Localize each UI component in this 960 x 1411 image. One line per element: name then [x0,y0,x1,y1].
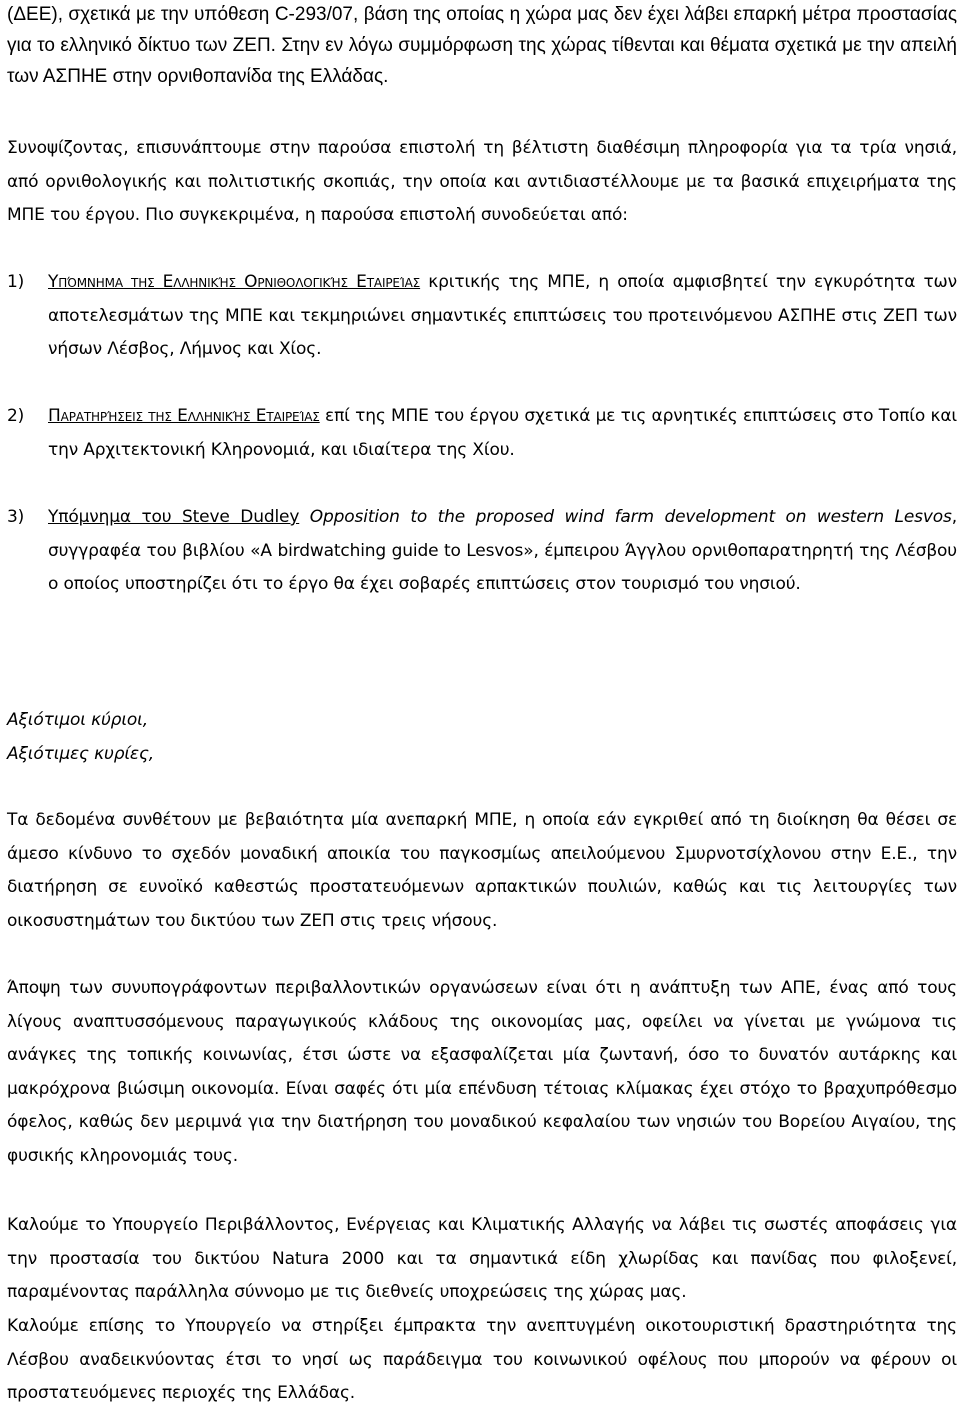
intro-paragraph [7,0,957,92]
attachment-body [48,501,957,602]
attachment-title: Opposition to the proposed wind farm development on western Lesvos [309,507,952,527]
attachment-text: , συγγραφέα του βιβλίου «A birdwatching guide to Lesvos», έμπειρου Άγγλου ορνιθοπαρατηρητή της Λέσβου ο οποίος υποστηρίζει ότι το έργο θα έχει σοβαρές επιπτώσεις στον τουρισμό του νησιού. [48,507,957,594]
attachment-text: επί της ΜΠΕ του έργου σχετικά με τις αρνητικές επιπτώσεις στο Τοπίο και την Αρχιτεκτονική Κληρονομιά, και ιδιαίτερα της Χίου. [48,406,957,460]
attachment-body [48,266,957,367]
attachment-item-3 [7,501,957,602]
body-paragraph-1 [7,804,957,938]
attachment-number: 3) [7,507,25,527]
paragraph-text: Καλούμε το Υπουργείο Περιβάλλοντος, Ενέργειας και Κλιματικής Αλλαγής να λάβει τις σωστές αποφάσεις για την προστασία του δικτύου Natura 2000 και τα σημαντικά είδη χλωρίδας και πανίδας που φιλοξενεί, παραμένοντας παράλληλα σύννομο με τις διεθνείς υποχρεώσεις της χώρας μας. [7,1215,957,1302]
paragraph-text: Καλούμε επίσης το Υπουργείο να στηρίξει έμπρακτα την ανεπτυγμένη οικοτουριστική δραστηριότητα της Λέσβου αναδεικνύοντας έτσι το νησί ως παράδειγμα του κοινωνικού οφέλους που μπορούν να φέρουν οι προστατευόμενες περιοχές της Ελλάδας. [7,1316,957,1403]
attachment-link[interactable]: Υπόμνημα της Ελληνικής Ορνιθολογικής Εταιρείας [48,272,421,292]
attachment-link[interactable]: Υπόμνημα του Steve Dudley [48,507,300,527]
summary-text: Συνοψίζοντας, επισυνάπτουμε στην παρούσα επιστολή τη βέλτιστη διαθέσιμη πληροφορία για τα τρία νησιά, από ορνιθολογικής και πολιτιστικής σκοπιάς, την οποία και αντιδιαστέλλουμε με τα βασικά επιχειρήματα της ΜΠΕ του έργου. Πιο συγκεκριμένα, η παρούσα επιστολή συνοδεύεται από: [7,138,957,225]
salutation-line-1: Αξιότιμοι κύριοι, [7,710,149,730]
attachment-link[interactable]: Παρατηρήσεις της Ελληνικής Εταιρείας [48,406,320,426]
attachment-body [48,400,957,467]
body-paragraph-4 [7,1310,957,1411]
paragraph-text: Τα δεδομένα συνθέτουν με βεβαιότητα μία ανεπαρκή ΜΠΕ, η οποία εάν εγκριθεί από τη διοίκηση θα θέσει σε άμεσο κίνδυνο το σχεδόν μοναδική αποικία του παγκοσμίως απειλούμενου Σμυρνοτσίχλονου στην Ε.Ε., την διατήρηση σε ευνοϊκό καθεστώς προστατευόμενων αρπακτικών πουλιών, καθώς και τις λειτουργίες των οικοσυστημάτων του δικτύου των ΖΕΠ στις τρεις νήσους. [7,810,957,931]
intro-text: (ΔΕΕ), σχετικά με την υπόθεση C-293/07, βάση της οποίας η χώρα μας δεν έχει λάβει επαρκή μέτρα προστασίας για το ελληνικό δίκτυο των ΖΕΠ. Στην εν λόγω συμμόρφωση της χώρας τίθενται και θέματα σχετικά με την απειλή των ΑΣΠΗΕ στην ορνιθοπανίδα της Ελλάδας. [7,4,957,87]
body-paragraph-3 [7,1209,957,1310]
salutation [7,704,957,771]
salutation-line-2: Αξιότιμες κυρίες, [7,743,155,764]
attachment-number: 1) [7,272,25,292]
attachment-number: 2) [7,406,25,426]
summary-paragraph [7,132,957,233]
body-paragraph-2 [7,972,957,1173]
attachment-item-2 [7,400,957,467]
paragraph-text: Άποψη των συνυπογράφοντων περιβαλλοντικών οργανώσεων είναι ότι η ανάπτυξη των ΑΠΕ, ένας από τους λίγους αναπτυσσόμενους παραγωγικούς κλάδους της οικονομίας μας, οφείλει να γίνεται με γνώμονα τις ανάγκες της τοπικής κοινωνίας, έτσι ώστε να εξασφαλίζεται μία ζωντανή, όσο το δυνατόν αυτάρκης και μακρόχρονα βιώσιμη οικονομία. Είναι σαφές ότι μία επένδυση τέτοιας κλίμακας έχει στόχο το βραχυπρόθεσμο όφελος, καθώς δεν μεριμνά για την διατήρηση του μοναδικού κεφαλαίου των νησιών του Βορείου Αιγαίου, της φυσικής κληρονομιάς τους. [7,978,957,1166]
attachment-text: κριτικής της ΜΠΕ, η οποία αμφισβητεί την εγκυρότητα των αποτελεσμάτων της ΜΠΕ και τεκμηριώνει σημαντικές επιπτώσεις του προτεινόμενου ΑΣΠΗΕ στις ΖΕΠ των νήσων Λέσβος, Λήμνος και Χίος. [48,272,957,359]
attachment-item-1 [7,266,957,367]
